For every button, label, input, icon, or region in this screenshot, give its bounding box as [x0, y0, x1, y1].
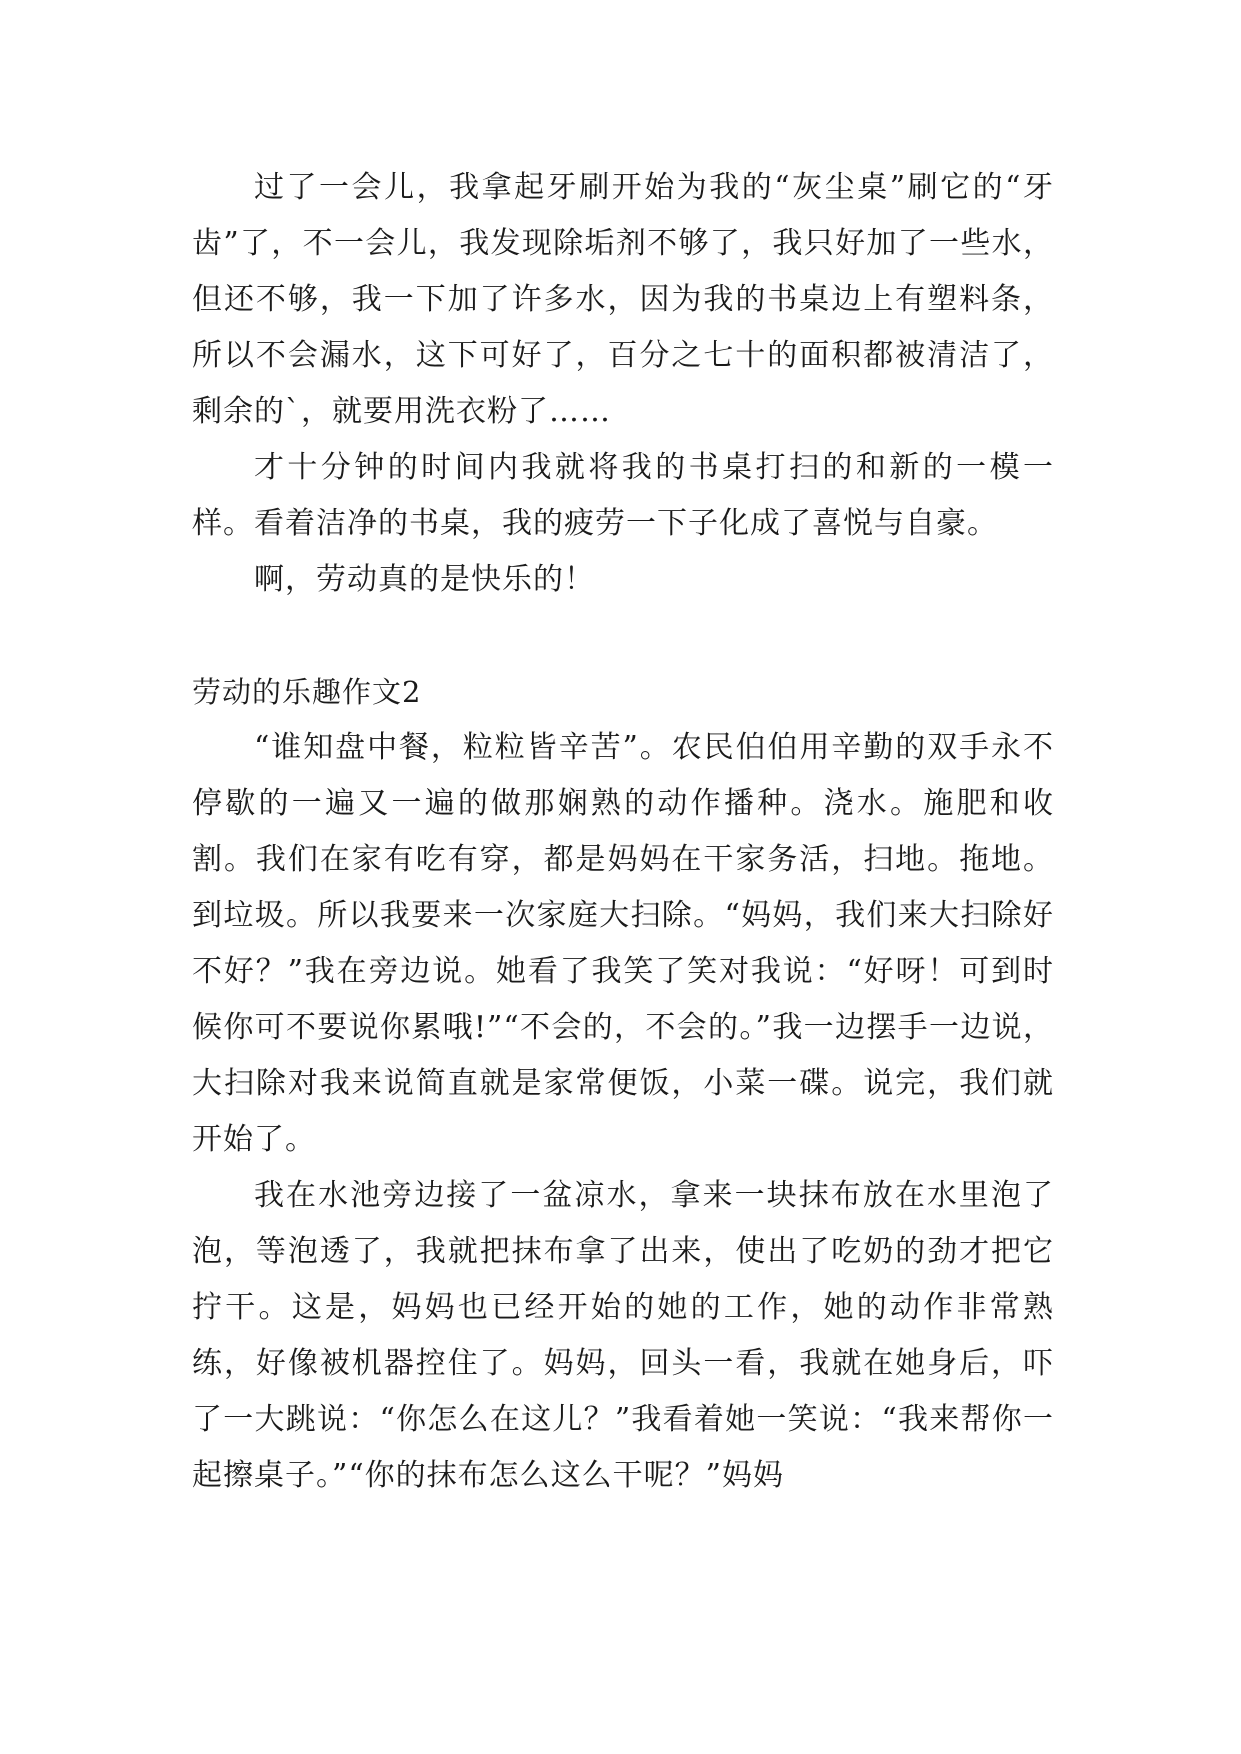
paragraph-cleaning-desk: 过了一会儿，我拿起牙刷开始为我的“灰尘桌”刷它的“牙齿”了，不一会儿，我发现除垢剂不够了，我只好加了一些水，但还不够，我一下加了许多水，因为我的书桌边上有塑料条，所以不会漏水，这下可好了，百分之七十的面积都被清洁了，剩余的`，就要用洗衣粉了…… — [192, 170, 1054, 429]
paragraph-wiping-table: 我在水池旁边接了一盆凉水，拿来一块抹布放在水里泡了泡，等泡透了，我就把抹布拿了出来，使出了吃奶的劲才把它拧干。这是，妈妈也已经开始的她的工作，她的动作非常熟练，好像被机器控住了。妈妈，回头一看，我就在她身后，吓了一大跳说：“你怎么在这儿？”我看着她一笑说：“我来帮你一起擦桌子。”“你的抹布怎么这么干呢？”妈妈 — [192, 1178, 1054, 1493]
paragraph-farmer-poem: “谁知盘中餐，粒粒皆辛苦”。农民伯伯用辛勤的双手永不停歇的一遍又一遍的做那娴熟的动作播种。浇水。施肥和收割。我们在家有吃有穿，都是妈妈在干家务活，扫地。拖地。到垃圾。所以我要来一次家庭大扫除。“妈妈，我们来大扫除好不好？”我在旁边说。她看了我笑了笑对我说：“好呀！可到时候你可不要说你累哦!”“不会的，不会的。”我一边摆手一边说，大扫除对我来说简直就是家常便饭，小菜一碟。说完，我们就开始了。 — [192, 730, 1054, 1157]
paragraph-labor-is-happy: 啊，劳动真的是快乐的！ — [254, 562, 595, 597]
paragraph-ten-minutes: 才十分钟的时间内我就将我的书桌打扫的和新的一模一样。看着洁净的书桌，我的疲劳一下子化成了喜悦与自豪。 — [192, 450, 1054, 541]
section-title: 劳动的乐趣作文2 — [192, 675, 422, 709]
document-body — [192, 160, 1054, 1504]
